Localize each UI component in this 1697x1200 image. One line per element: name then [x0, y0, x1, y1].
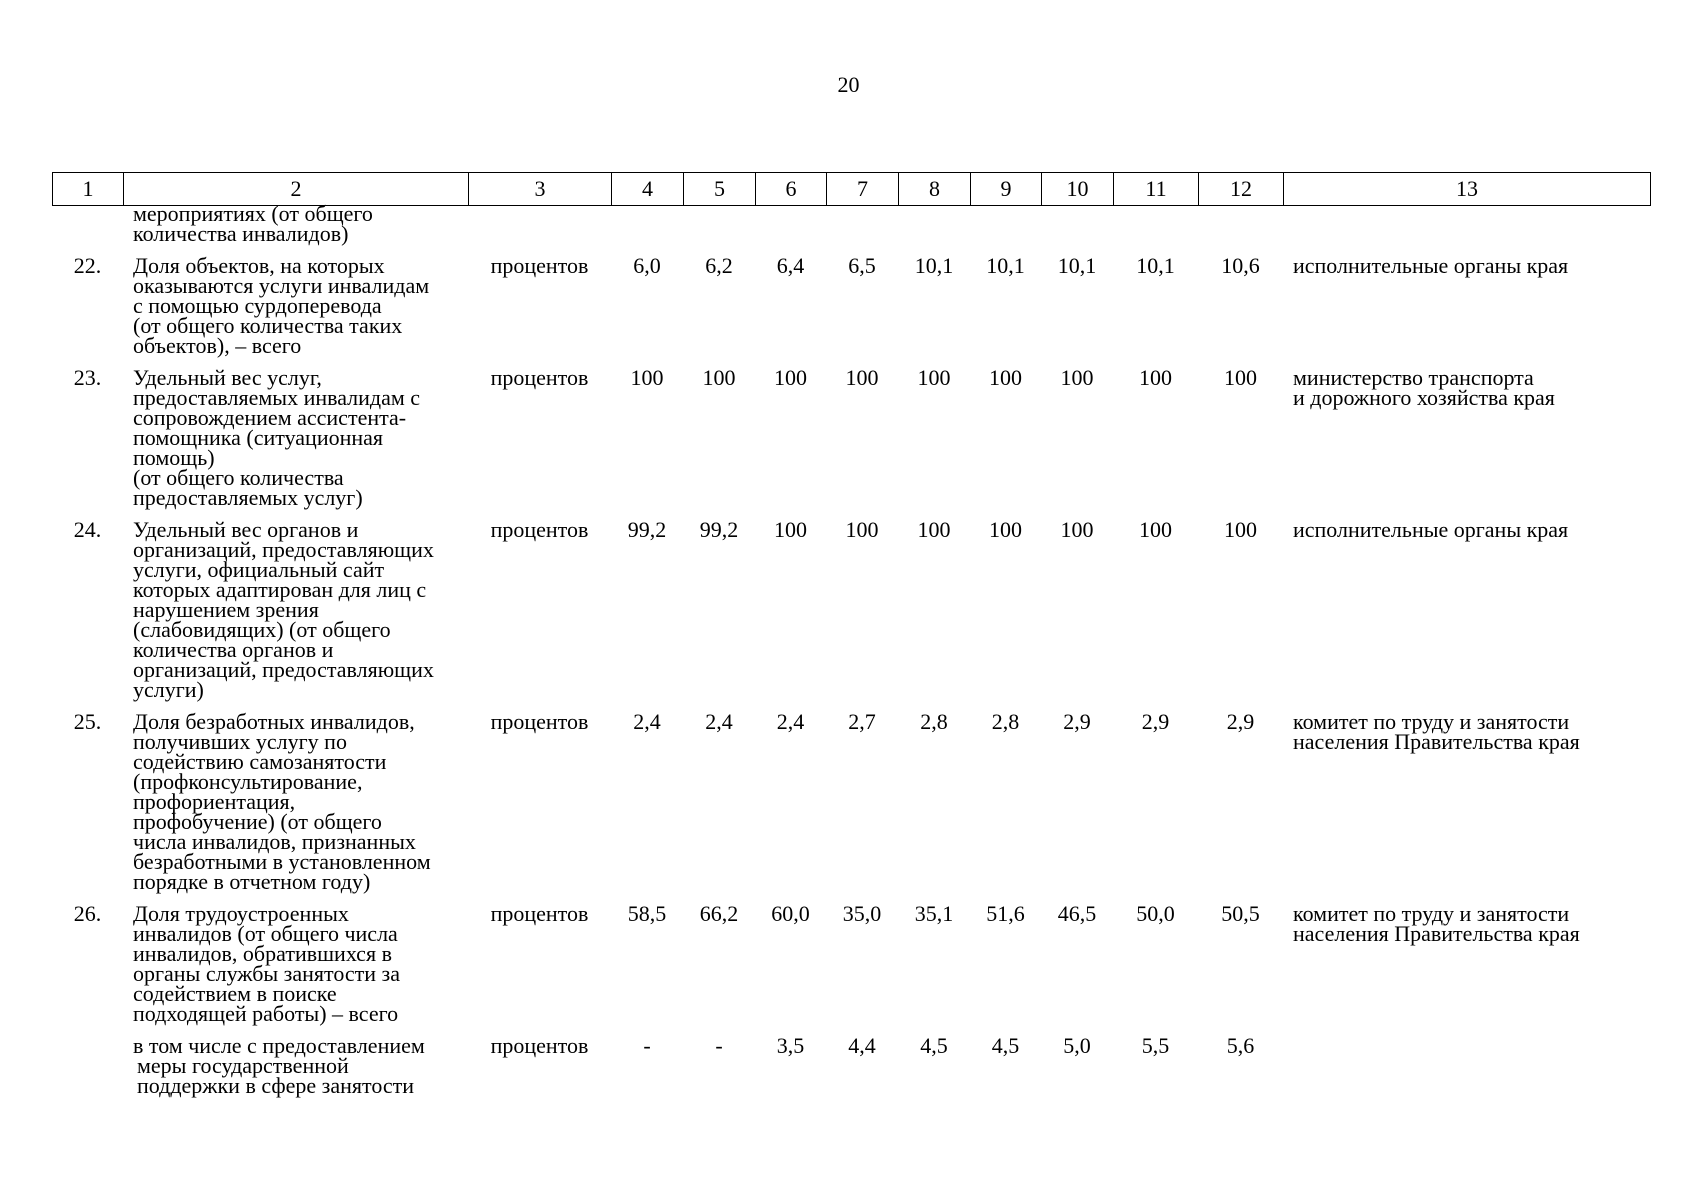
header-cell: 11	[1114, 173, 1199, 206]
text-line: в том числе с предоставлением	[133, 1033, 425, 1058]
value-cell: 100	[1224, 365, 1257, 390]
text-line: меры государственной	[137, 1053, 349, 1078]
value-cell: 58,5	[627, 901, 667, 926]
value-cell: 60,0	[771, 901, 810, 926]
header-cell: 7	[827, 173, 899, 206]
row-number: 25.	[73, 709, 102, 734]
indicators-table	[52, 201, 1650, 1098]
indicator-name	[123, 244, 468, 356]
text-line: комитет по труду и занятости	[1293, 709, 1570, 734]
text-line: инвалидов, обратившихся в	[133, 941, 392, 966]
value-cell: 6,5	[848, 253, 876, 278]
value-cell: 4,4	[848, 1033, 876, 1058]
value-cell: 100	[774, 365, 807, 390]
value-cell: 35,1	[914, 901, 954, 926]
value-cell: 100	[702, 365, 736, 390]
text-line: услуги)	[133, 677, 204, 702]
value-cell: 2,4	[633, 709, 661, 734]
text-line: Удельный вес органов и	[133, 517, 359, 542]
value-cell: 4,5	[920, 1033, 948, 1058]
text-line: сопровождением ассистента-	[133, 405, 407, 430]
value-cell: 100	[630, 365, 664, 390]
header-cell: 1	[53, 173, 124, 206]
text-line: (слабовидящих) (от общего	[133, 617, 391, 642]
continuation-text	[123, 201, 468, 246]
value-cell: 66,2	[699, 901, 739, 926]
value-cell: 10,1	[986, 253, 1025, 278]
unit-cell: процентов	[490, 253, 589, 278]
text-line: подходящей работы) – всего	[133, 1001, 399, 1026]
value-cell: 50,0	[1136, 901, 1175, 926]
table-row	[52, 356, 1650, 508]
row-number: 24.	[73, 517, 102, 542]
text-line: (от общего количества	[133, 465, 344, 490]
value-cell: 2,8	[991, 709, 1020, 734]
text-line: министерство транспорта	[1293, 365, 1534, 390]
text-line: исполнительные органы края	[1293, 517, 1569, 542]
text-line: органы службы занятости за	[133, 961, 401, 986]
row-number	[52, 1024, 123, 1096]
text-line: поддержки в сфере занятости	[137, 1073, 415, 1098]
text-line: оказываются услуги инвалидам	[133, 273, 430, 298]
value-cell: 100	[917, 365, 951, 390]
value-cell: 50,5	[1221, 901, 1260, 926]
text-line: организаций, предоставляющих	[133, 657, 434, 682]
text-line: услуги, официальный сайт	[133, 557, 385, 582]
value-cell: 2,9	[1141, 709, 1170, 734]
value-cell: 5,6	[1226, 1033, 1255, 1058]
text-line: населения Правительства края	[1293, 729, 1580, 754]
responsible-organ	[1283, 508, 1650, 700]
indicator-name	[123, 356, 468, 508]
value-cell: 51,6	[986, 901, 1025, 926]
indicator-name	[123, 1024, 468, 1096]
responsible-organ	[1283, 700, 1650, 892]
header-cell: 8	[899, 173, 971, 206]
text-line: предоставляемых инвалидам с	[133, 385, 421, 410]
text-line: порядке в отчетном году)	[133, 869, 371, 894]
text-line: количества органов и	[133, 637, 334, 662]
row-number: 23.	[73, 365, 102, 390]
table-row	[52, 892, 1650, 1024]
header-cell: 6	[756, 173, 827, 206]
text-line: которых адаптирован для лиц с	[133, 577, 427, 602]
value-cell: 6,4	[776, 253, 805, 278]
text-line: с помощью сурдоперевода	[133, 293, 382, 318]
indicator-name	[123, 508, 468, 700]
text-line: содействием в поиске	[133, 981, 337, 1006]
unit-cell: процентов	[490, 365, 589, 390]
value-cell: 99,2	[699, 517, 739, 542]
value-cell: 46,5	[1057, 901, 1097, 926]
value-cell: 100	[845, 365, 879, 390]
value-cell: -	[715, 1033, 723, 1058]
value-cell: 5,5	[1141, 1033, 1170, 1058]
table-row	[52, 244, 1650, 356]
unit-cell: процентов	[490, 517, 589, 542]
text-line: получивших услугу по	[133, 729, 347, 754]
value-cell: 100	[845, 517, 879, 542]
unit-cell: процентов	[490, 1033, 589, 1058]
value-cell: 2,9	[1063, 709, 1091, 734]
value-cell: 6,0	[633, 253, 661, 278]
text-line: помощника (ситуационная	[133, 425, 384, 450]
header-cell: 10	[1042, 173, 1114, 206]
text-line: содействию самозанятости	[133, 749, 387, 774]
continuation-row	[52, 204, 1650, 244]
text-line: предоставляемых услуг)	[133, 485, 363, 510]
value-cell: 10,1	[1057, 253, 1097, 278]
text-line: объектов), – всего	[133, 333, 302, 358]
text-line: инвалидов (от общего числа	[133, 921, 398, 946]
text-line: Удельный вес услуг,	[133, 365, 322, 390]
value-cell: 10,1	[914, 253, 954, 278]
responsible-organ	[1283, 356, 1650, 508]
row-number: 22.	[73, 253, 102, 278]
header-cell: 13	[1284, 173, 1651, 206]
page-number: 20	[837, 72, 860, 97]
value-cell: 100	[1139, 517, 1172, 542]
value-cell: 2,7	[848, 709, 876, 734]
value-cell: 4,5	[991, 1033, 1020, 1058]
text-line: количества инвалидов)	[133, 221, 349, 246]
text-line: мероприятиях (от общего	[133, 201, 373, 226]
indicator-name	[123, 700, 468, 892]
value-cell: 100	[1060, 517, 1094, 542]
header-cell: 4	[612, 173, 684, 206]
value-cell: 100	[989, 365, 1022, 390]
value-cell: 6,2	[705, 253, 733, 278]
header-cell: 12	[1199, 173, 1284, 206]
text-line: организаций, предоставляющих	[133, 537, 434, 562]
text-line: (профконсультирование,	[133, 769, 363, 794]
value-cell: 100	[774, 517, 807, 542]
header-cell: 5	[684, 173, 756, 206]
text-line: Доля трудоустроенных	[133, 901, 349, 926]
unit-cell: процентов	[490, 709, 589, 734]
responsible-organ	[1283, 892, 1650, 1024]
value-cell: 2,9	[1226, 709, 1255, 734]
text-line: населения Правительства края	[1293, 921, 1580, 946]
text-line: Доля безработных инвалидов,	[133, 709, 415, 734]
text-line: комитет по труду и занятости	[1293, 901, 1570, 926]
text-line: (от общего количества таких	[133, 313, 403, 338]
value-cell: 100	[1139, 365, 1172, 390]
value-cell: 100	[1060, 365, 1094, 390]
text-line: профобучение) (от общего	[133, 809, 382, 834]
indicator-name	[123, 892, 468, 1024]
value-cell: 2,8	[920, 709, 948, 734]
text-line: и дорожного хозяйства края	[1293, 385, 1555, 410]
value-cell: 10,6	[1221, 253, 1260, 278]
text-line: числа инвалидов, признанных	[133, 829, 416, 854]
text-line: профориентация,	[133, 789, 296, 814]
value-cell: 99,2	[627, 517, 667, 542]
text-line: исполнительные органы края	[1293, 253, 1569, 278]
responsible-organ	[1283, 244, 1650, 356]
value-cell: 3,5	[776, 1033, 805, 1058]
value-cell: 2,4	[776, 709, 805, 734]
table-row	[52, 1024, 1650, 1096]
text-line: помощь)	[133, 445, 215, 470]
row-number: 26.	[73, 901, 102, 926]
text-line: безработными в установленном	[133, 849, 431, 874]
value-cell: 2,4	[705, 709, 733, 734]
value-cell: 100	[1224, 517, 1257, 542]
header-cell: 2	[124, 173, 469, 206]
value-cell: -	[643, 1033, 651, 1058]
text-line: Доля объектов, на которых	[133, 253, 385, 278]
value-cell: 10,1	[1136, 253, 1175, 278]
table-row	[52, 508, 1650, 700]
unit-cell: процентов	[490, 901, 589, 926]
table-row	[52, 700, 1650, 892]
value-cell: 100	[989, 517, 1022, 542]
value-cell: 100	[917, 517, 951, 542]
header-cell: 9	[971, 173, 1042, 206]
responsible-organ	[1283, 1024, 1650, 1096]
value-cell: 5,0	[1063, 1033, 1091, 1058]
value-cell: 35,0	[842, 901, 882, 926]
header-cell: 3	[469, 173, 612, 206]
text-line: нарушением зрения	[133, 597, 319, 622]
